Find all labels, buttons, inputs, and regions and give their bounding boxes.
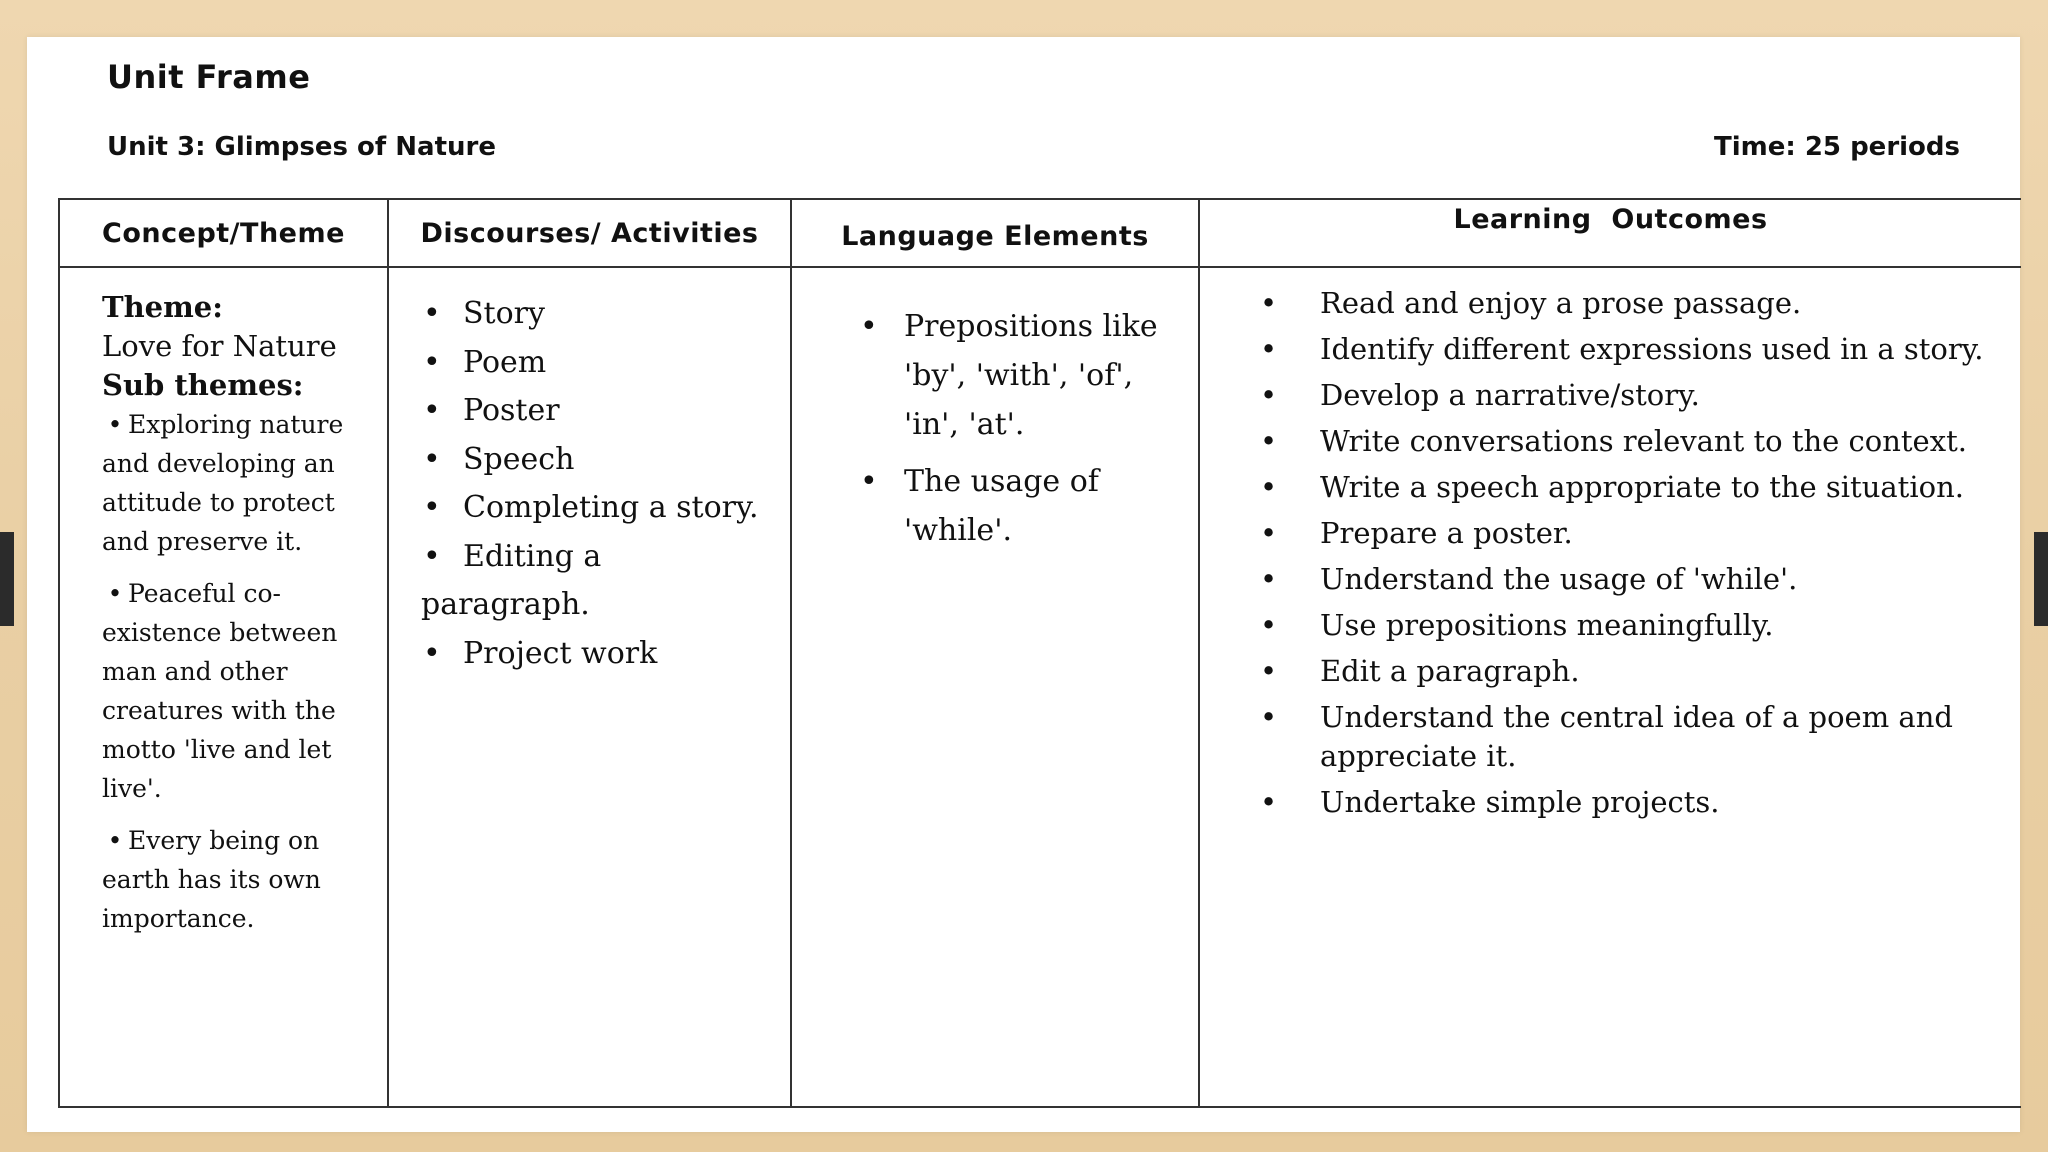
learning-outcome-item: • Understand the central idea of a poem and appreciate it. <box>1260 700 1953 773</box>
bullet-icon: • <box>1260 700 1278 734</box>
bullet-icon: • <box>1260 654 1278 688</box>
sub-theme-item: • Every being on earth has its own importance. <box>102 821 381 938</box>
language-element-item: • The usage of 'while'. <box>854 457 1188 555</box>
bullet-icon: • <box>1260 785 1278 819</box>
learning-outcome-item: • Undertake simple projects. <box>1248 783 2011 822</box>
sub-theme-item: • Exploring nature and developing an attitude to protect and preserve it. <box>102 405 381 561</box>
concept-theme-cell <box>59 267 388 1107</box>
table-body-row <box>59 267 2021 1107</box>
bullet-icon: • <box>423 635 441 671</box>
bullet-icon: • <box>1260 332 1278 366</box>
learning-outcome-item: • Understand the usage of 'while'. <box>1248 560 2011 599</box>
language-element-item: • Prepositions like 'by', 'with', 'of', 'in', 'at'. <box>854 302 1188 449</box>
bullet-icon: • <box>1260 608 1278 642</box>
learning-outcome-item: • Use prepositions meaningfully. <box>1248 606 2011 645</box>
activity-item: • Poster <box>421 387 778 436</box>
activities-cell <box>388 267 791 1107</box>
bullet-icon: • <box>423 344 441 380</box>
activity-item: • Poem <box>421 339 778 388</box>
activity-item: • Story <box>421 290 778 339</box>
bullet-icon: • <box>423 296 441 331</box>
activity-item: • Completing a story. <box>421 484 778 533</box>
document-title: Unit Frame <box>107 58 311 96</box>
activity-item: • Project work <box>421 630 778 679</box>
time-periods: Time: 25 periods <box>1714 132 1960 162</box>
bullet-icon: • <box>1260 516 1278 550</box>
bullet-icon: • <box>860 464 878 499</box>
bullet-icon: • <box>1260 470 1278 504</box>
bullet-icon: • <box>107 579 123 608</box>
table-header-row <box>59 199 2021 267</box>
learning-outcomes-cell <box>1199 267 2021 1107</box>
bullet-icon: • <box>860 309 878 344</box>
learning-outcome-item: • Edit a paragraph. <box>1248 652 2011 691</box>
language-elements-cell <box>791 267 1199 1107</box>
learning-outcome-item: • Write a speech appropriate to the situation. <box>1248 468 2011 507</box>
bullet-icon: • <box>107 826 123 855</box>
learning-outcome-item: • Prepare a poster. <box>1248 514 2011 553</box>
bullet-icon: • <box>1260 378 1278 412</box>
unit-heading: Unit 3: Glimpses of Nature <box>107 132 496 162</box>
sub-theme-item: • Peaceful co-existence between man and other creatures with the motto 'live and let live'. <box>102 574 381 808</box>
header-discourses-activities: Discourses/ Activities <box>388 199 791 267</box>
bullet-icon: • <box>1260 424 1278 458</box>
header-language-elements: Language Elements <box>791 199 1199 267</box>
header-learning-outcomes: Learning Outcomes <box>1199 199 2021 267</box>
learning-outcome-item: • Read and enjoy a prose passage. <box>1248 284 2011 323</box>
bullet-icon: • <box>423 393 441 428</box>
right-edge-mark <box>2034 532 2048 626</box>
learning-outcome-item: • Identify different expressions used in a story. <box>1248 330 2011 369</box>
theme-label: Theme: <box>102 290 223 324</box>
learning-outcome-item: • Write conversations relevant to the context. <box>1248 422 2011 461</box>
activity-item: • Speech <box>421 436 778 485</box>
bullet-icon: • <box>423 441 441 477</box>
activity-item: • Editing a paragraph. <box>421 533 778 630</box>
theme-value: Love for Nature <box>102 329 337 363</box>
bullet-icon: • <box>107 410 123 439</box>
header-concept-theme: Concept/Theme <box>59 199 388 267</box>
left-edge-mark <box>0 532 14 626</box>
sub-themes-label: Sub themes: <box>102 368 304 402</box>
unit-frame-table <box>58 198 2021 1108</box>
bullet-icon: • <box>423 538 441 574</box>
bullet-icon: • <box>423 490 441 525</box>
bullet-icon: • <box>1260 286 1278 320</box>
bullet-icon: • <box>1260 562 1278 596</box>
learning-outcome-item: • Develop a narrative/story. <box>1248 376 2011 415</box>
